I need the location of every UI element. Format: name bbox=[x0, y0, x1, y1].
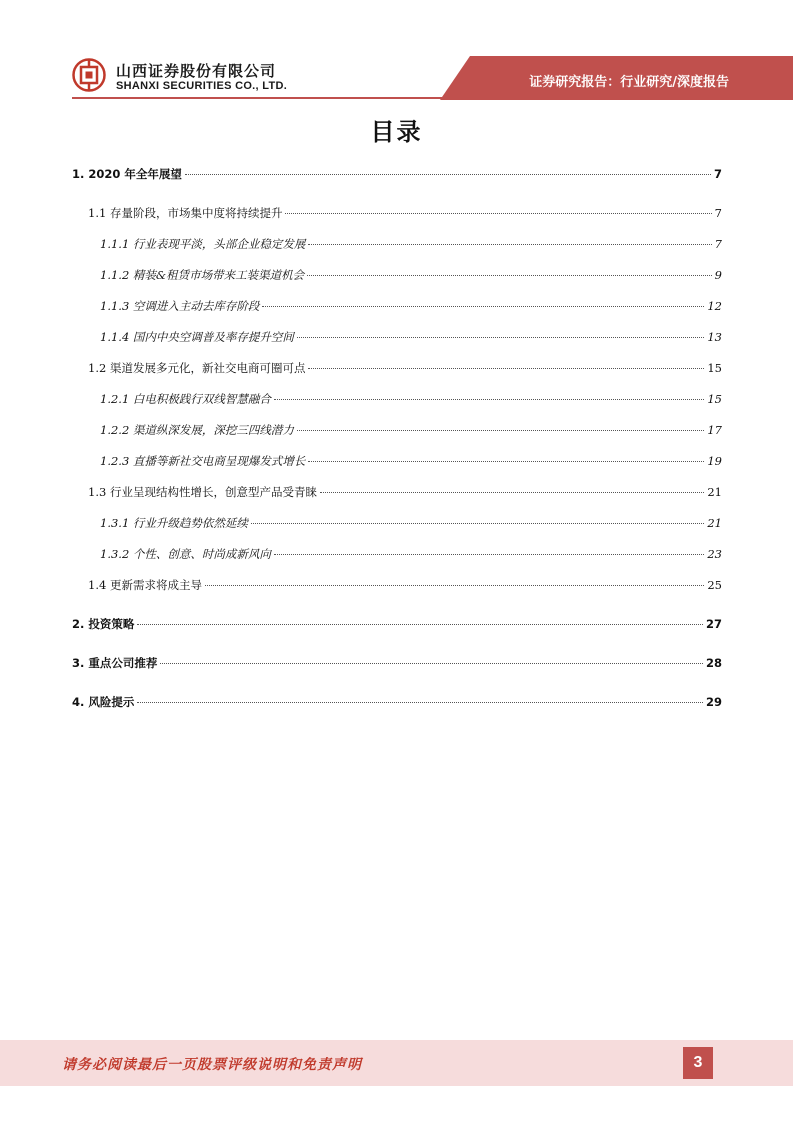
toc-entry-1-2-2[interactable] bbox=[72, 422, 722, 438]
toc-entry-1-1-1[interactable] bbox=[72, 236, 722, 252]
toc-entry-1-2[interactable] bbox=[72, 360, 722, 376]
toc-entry-page: 27 bbox=[705, 617, 722, 631]
toc-entry-page: 7 bbox=[713, 167, 722, 181]
page-header bbox=[0, 0, 793, 100]
toc-entry-1-2-3[interactable] bbox=[72, 453, 722, 469]
toc-entry-page: 15 bbox=[707, 361, 722, 375]
toc-entry-1-1-3[interactable] bbox=[72, 298, 722, 314]
dot-leader bbox=[307, 275, 712, 276]
toc-entry-page: 17 bbox=[707, 423, 722, 437]
toc-entry-page: 7 bbox=[714, 206, 722, 220]
toc-entry-1-1-2[interactable] bbox=[72, 267, 722, 283]
toc-entry-1-3-1[interactable] bbox=[72, 515, 722, 531]
company-name-cn: 山西证券股份有限公司 bbox=[116, 62, 277, 80]
toc-entry-1-1[interactable] bbox=[72, 205, 722, 221]
company-logo-icon bbox=[72, 58, 106, 92]
toc-entry-1-3[interactable] bbox=[72, 484, 722, 500]
dot-leader bbox=[308, 461, 704, 462]
dot-leader bbox=[297, 430, 704, 431]
dot-leader bbox=[137, 624, 703, 625]
toc-entry-label: 1. 2020 年全年展望 bbox=[72, 167, 182, 181]
toc-entry-1[interactable] bbox=[72, 166, 722, 182]
dot-leader bbox=[262, 306, 704, 307]
toc-entry-page: 12 bbox=[707, 299, 722, 313]
toc-entry-label: 4. 风险提示 bbox=[72, 695, 135, 709]
toc-entry-label: 1.1.1 行业表现平淡，头部企业稳定发展 bbox=[100, 237, 306, 251]
toc-entry-label: 1.3.1 行业升级趋势依然延续 bbox=[100, 516, 248, 530]
toc-entry-label: 1.3.2 个性、创意、时尚成新风向 bbox=[100, 547, 271, 561]
toc-entry-page: 28 bbox=[705, 656, 722, 670]
toc-entry-label: 1.2 渠道发展多元化，新社交电商可圈可点 bbox=[88, 361, 306, 375]
dot-leader bbox=[205, 585, 704, 586]
dot-leader bbox=[285, 213, 711, 214]
toc-entry-page: 7 bbox=[714, 237, 722, 251]
toc-entry-page: 23 bbox=[707, 547, 722, 561]
toc-entry-2[interactable] bbox=[72, 616, 722, 632]
report-type-label: 证券研究报告：行业研究/深度报告 bbox=[529, 75, 729, 90]
toc-entry-label: 1.1.2 精装&租赁市场带来工装渠道机会 bbox=[100, 268, 305, 282]
toc-entry-page: 25 bbox=[707, 578, 722, 592]
toc-entry-label: 1.2.2 渠道纵深发展，深挖三四线潜力 bbox=[100, 423, 294, 437]
header-divider bbox=[72, 97, 793, 99]
toc-entry-4[interactable] bbox=[72, 694, 722, 710]
dot-leader bbox=[137, 702, 703, 703]
dot-leader bbox=[185, 174, 711, 175]
toc-entry-3[interactable] bbox=[72, 655, 722, 671]
toc-entry-label: 2. 投资策略 bbox=[72, 617, 135, 631]
toc-entry-label: 1.2.1 白电积极践行双线智慧融合 bbox=[100, 392, 271, 406]
dot-leader bbox=[251, 523, 704, 524]
dot-leader bbox=[308, 244, 711, 245]
toc-entry-label: 1.2.3 直播等新社交电商呈现爆发式增长 bbox=[100, 454, 306, 468]
dot-leader bbox=[297, 337, 704, 338]
company-name-en: SHANXI SECURITIES CO., LTD. bbox=[116, 80, 288, 92]
page-number: 3 bbox=[683, 1047, 713, 1079]
toc-entry-page: 9 bbox=[714, 268, 722, 282]
page-title: 目录 bbox=[370, 118, 423, 146]
toc-entry-page: 21 bbox=[707, 485, 722, 499]
toc-entry-1-2-1[interactable] bbox=[72, 391, 722, 407]
dot-leader bbox=[308, 368, 704, 369]
toc-entry-label: 3. 重点公司推荐 bbox=[72, 656, 158, 670]
dot-leader bbox=[160, 663, 703, 664]
toc-entry-label: 1.1.4 国内中央空调普及率存提升空间 bbox=[100, 330, 294, 344]
toc-entry-page: 21 bbox=[707, 516, 722, 530]
toc-entry-page: 19 bbox=[707, 454, 722, 468]
toc-entry-label: 1.1.3 空调进入主动去库存阶段 bbox=[100, 299, 260, 313]
toc-entry-page: 13 bbox=[707, 330, 722, 344]
toc-entry-page: 15 bbox=[707, 392, 722, 406]
toc-entry-label: 1.4 更新需求将成主导 bbox=[88, 578, 202, 592]
page-footer bbox=[0, 1040, 793, 1086]
toc-entry-1-3-2[interactable] bbox=[72, 546, 722, 562]
toc-entry-page: 29 bbox=[705, 695, 722, 709]
toc-entry-1-4[interactable] bbox=[72, 577, 722, 593]
dot-leader bbox=[320, 492, 704, 493]
toc-entry-label: 1.3 行业呈现结构性增长，创意型产品受青睐 bbox=[88, 485, 317, 499]
disclaimer-notice: 请务必阅读最后一页股票评级说明和免责声明 bbox=[62, 1057, 362, 1073]
dot-leader bbox=[274, 399, 704, 400]
toc-entry-label: 1.1 存量阶段，市场集中度将持续提升 bbox=[88, 206, 283, 220]
toc-entry-1-1-4[interactable] bbox=[72, 329, 722, 345]
dot-leader bbox=[274, 554, 704, 555]
